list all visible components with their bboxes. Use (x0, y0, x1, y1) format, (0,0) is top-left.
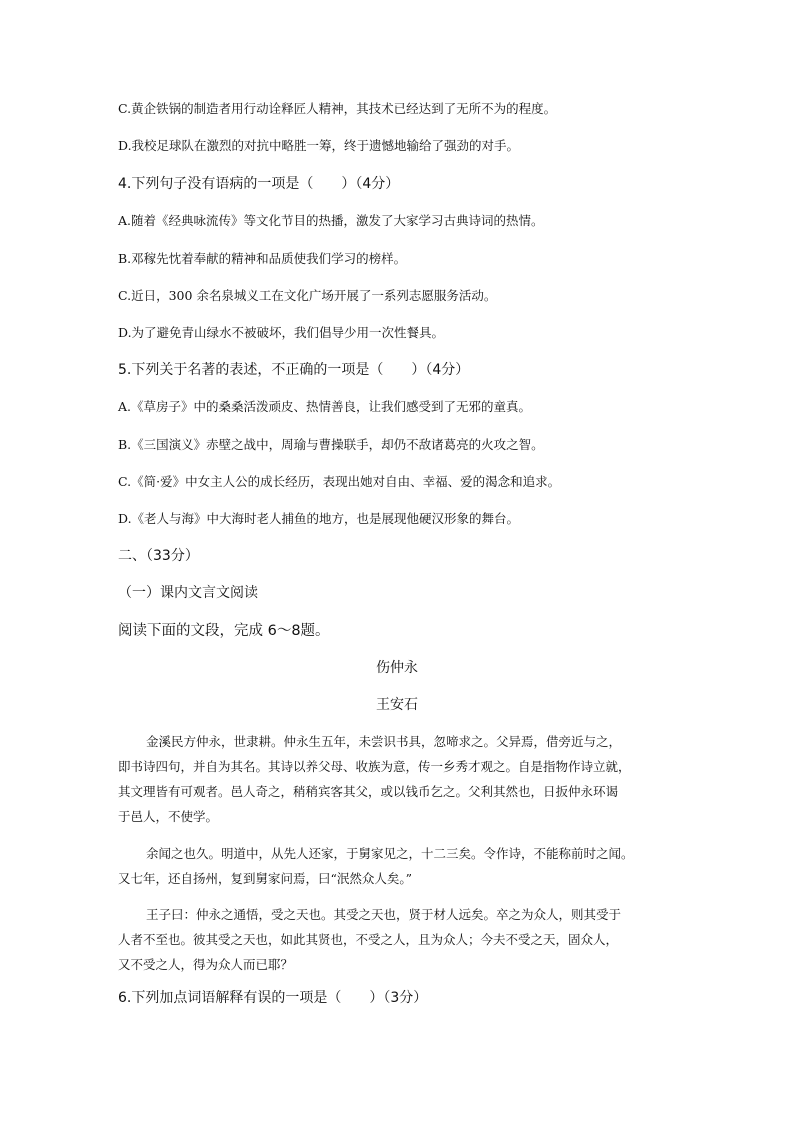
option-a-q5: A.《草房子》中的桑桑活泼顽皮、热情善良，让我们感受到了无邪的童真。 (118, 399, 532, 414)
option-b-q4: B.邓稼先忱着奉献的精神和品质使我们学习的榜样。 (118, 251, 407, 266)
option-d-q4: D.为了避免青山绿水不被破坏，我们倡导少用一次性餐具。 (118, 325, 445, 340)
paragraph-1-line-3: 其文理皆有可观者。邑人奇之，稍稍宾客其父，或以钱币乞之。父利其然也，日扳仲永环谒 (118, 784, 619, 799)
section-2-heading: 二、（33分） (118, 548, 199, 564)
passage-paragraph-3 (118, 902, 676, 977)
option-d-q3: D.我校足球队在激烈的对抗中略胜一筹，终于遗憾地输给了强劲的对手。 (118, 138, 520, 153)
option-c-q3: C.黄企铁锅的制造者用行动诠释匠人精神，其技术已经达到了无所不为的程度。 (118, 101, 557, 116)
option-c-q4: C.近日，300 余名泉城义工在文化广场开展了一系列志愿服务活动。 (118, 288, 497, 303)
paragraph-1-line-1: 金溪民方仲永，世隶耕。仲永生五年，未尝识书具，忽啼求之。父异焉，借旁近与之， (146, 734, 622, 749)
passage-paragraph-1 (118, 729, 676, 829)
paragraph-3-line-3: 又不受之人，得为众人而已耶？ (118, 957, 294, 972)
passage-paragraph-2 (118, 841, 676, 891)
question-5: 5.下列关于名著的表述，不正确的一项是（ ）（4分） (118, 362, 470, 378)
option-c-q5: C.《简·爱》中女主人公的成长经历，表现出她对自由、幸福、爱的渴念和追求。 (118, 474, 561, 489)
paragraph-1-line-4: 于邑人，不使学。 (118, 809, 219, 824)
reading-instruction: 阅读下面的文段，完成 6～8题。 (118, 623, 330, 639)
question-6: 6.下列加点词语解释有误的一项是（ ）（3分） (118, 990, 428, 1006)
question-4: 4.下列句子没有语病的一项是（ ）（4分） (118, 176, 400, 192)
passage-title: 伤仲永 (376, 660, 418, 676)
subsection-1-heading: （一）课内文言文阅读 (118, 585, 258, 601)
option-b-q5: B.《三国演义》赤壁之战中，周瑜与曹操联手，却仍不敌诸葛亮的火攻之智。 (118, 437, 544, 452)
passage-author: 王安石 (376, 697, 418, 713)
paragraph-3-line-1: 王子曰：仲永之通悟，受之天也。其受之天也，贤于材人远矣。卒之为众人，则其受于 (146, 907, 622, 922)
paragraph-2-line-2: 又七年，还自扬州，复到舅家问焉，曰“泯然众人矣。” (118, 871, 413, 886)
paragraph-3-line-2: 人者不至也。彼其受之天也，如此其贤也，不受之人，且为众人；今夫不受之天，固众人， (118, 932, 619, 947)
paragraph-1-line-2: 即书诗四句，并自为其名。其诗以养父母、收族为意，传一乡秀才观之。自是指物作诗立就， (118, 759, 631, 774)
paragraph-2-line-1: 余闻之也久。明道中，从先人还家，于舅家见之，十二三矣。令作诗，不能称前时之闻。 (146, 846, 634, 861)
option-d-q5: D.《老人与海》中大海时老人捕鱼的地方，也是展现他硬汉形象的舞台。 (118, 511, 520, 526)
option-a-q4: A.随着《经典咏流传》等文化节目的热播，激发了大家学习古典诗词的热情。 (118, 213, 544, 228)
